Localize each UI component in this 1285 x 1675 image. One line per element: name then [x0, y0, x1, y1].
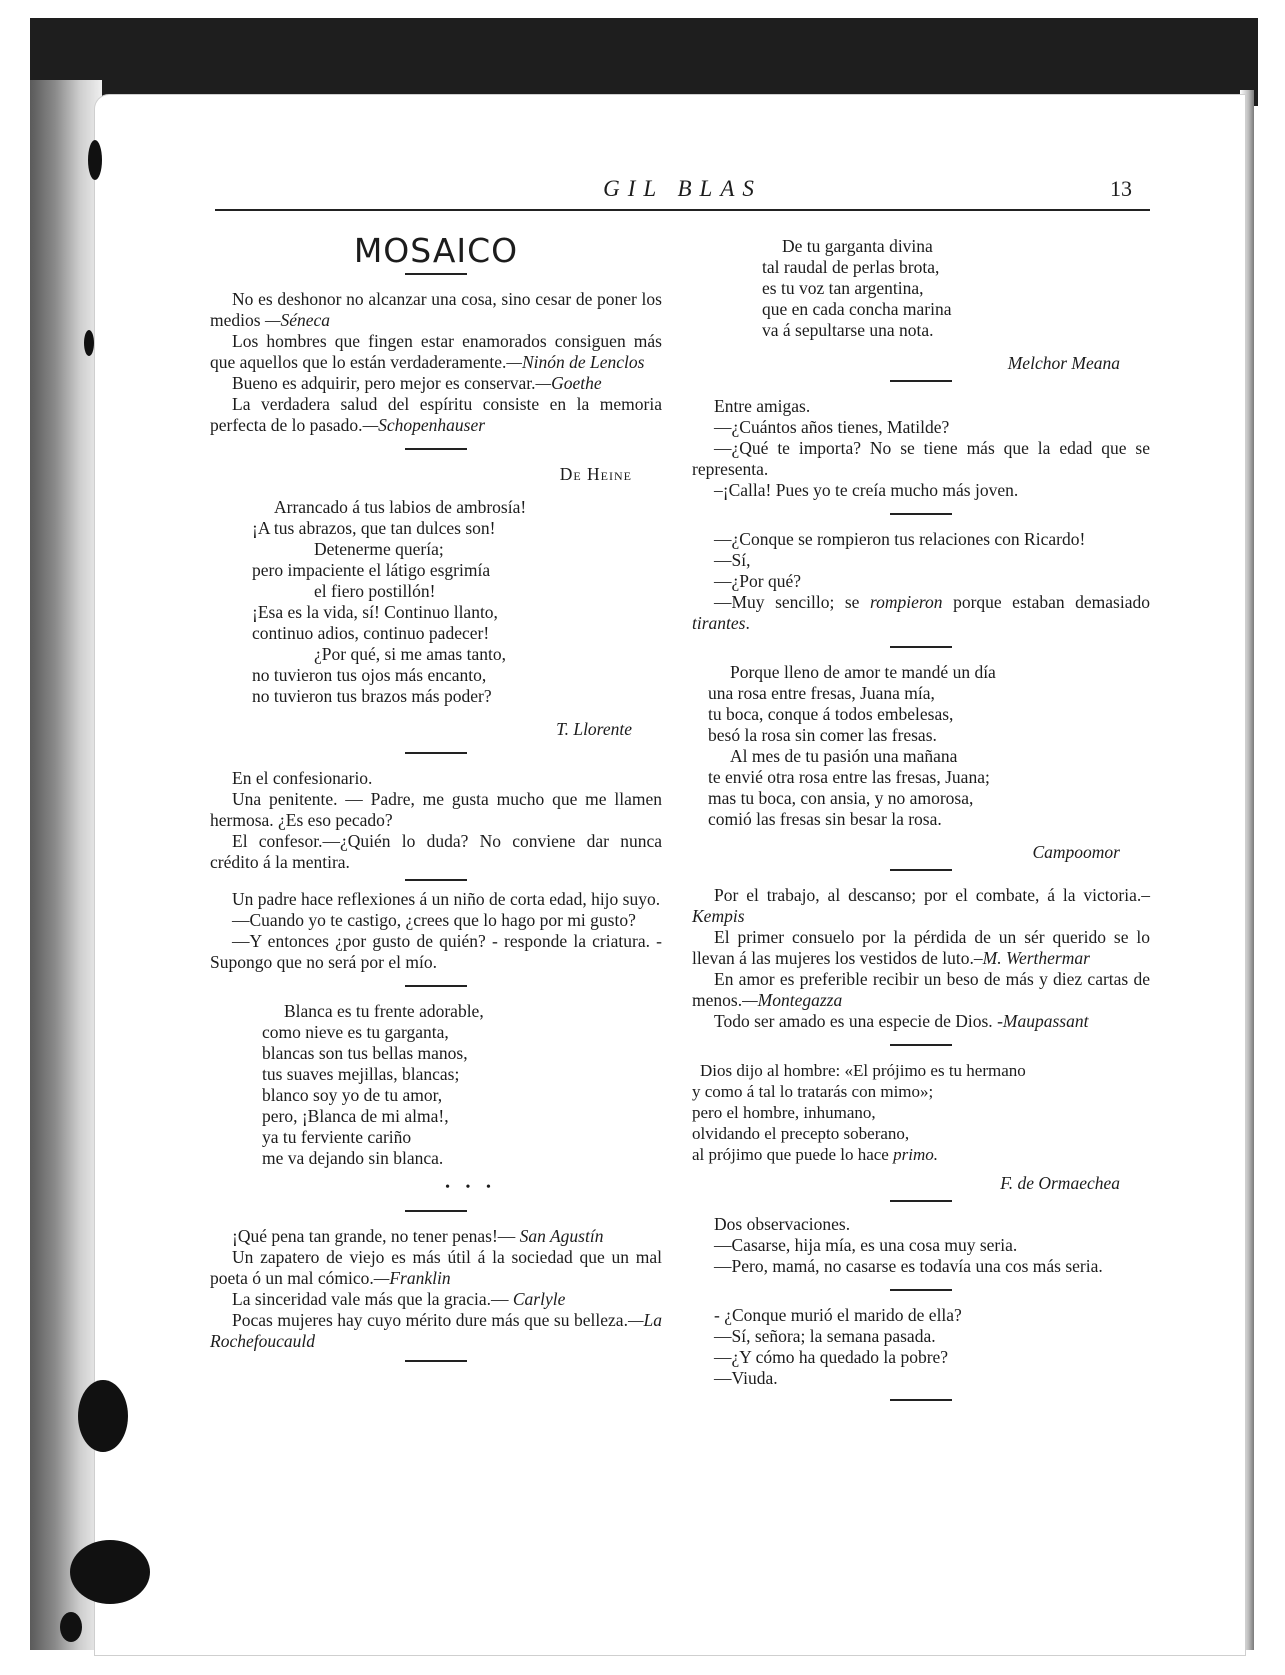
anecdote-line: —Sí,	[714, 550, 751, 570]
quote: El primer consuelo por la pérdida de un sér querido se lo llevan á las mujeres los vestidos de luto.–M. Werthermar	[692, 927, 1150, 968]
divider	[405, 879, 467, 881]
anecdote-line: —Muy sencillo; se rompieron porque estaban demasiado tirantes.	[692, 592, 1150, 633]
verse-line: Arrancado á tus labios de ambrosía!	[274, 497, 527, 517]
verse-line: ya tu ferviente cariño	[262, 1127, 412, 1147]
quote: ¡Qué pena tan grande, no tener penas!— San Agustín	[232, 1226, 604, 1246]
ink-blot	[70, 1540, 150, 1604]
verse-line: al prójimo que puede lo hace primo.	[692, 1145, 938, 1164]
verse-line: besó la rosa sin comer las fresas.	[708, 725, 937, 745]
quote-author: –Kempis	[692, 885, 1150, 926]
quote-author: –M. Werthermar	[973, 948, 1090, 968]
poem-blanca	[210, 1001, 662, 1169]
verse-line: blancas son tus bellas manos,	[262, 1043, 468, 1063]
quote-author: —Montegazza	[742, 990, 843, 1010]
verse-line: continuo adios, continuo padecer!	[252, 623, 490, 643]
verse-line: tus suaves mejillas, blancas;	[262, 1064, 460, 1084]
quote-author: Carlyle	[512, 1289, 566, 1309]
divider	[405, 1360, 467, 1362]
verse-line: te envié otra rosa entre las fresas, Juana;	[708, 767, 990, 787]
verse-line: una rosa entre fresas, Juana mía,	[708, 683, 935, 703]
anecdote-line: —Pero, mamá, no casarse es todavía una cos más seria.	[714, 1256, 1103, 1276]
poem-signature: F. de Ormaechea	[1000, 1173, 1120, 1193]
right-column	[692, 236, 1150, 1415]
divider	[405, 1210, 467, 1212]
quote-author: —Ninón de Lenclos	[506, 352, 645, 372]
verse-line: no tuvieron tus brazos más poder?	[252, 686, 492, 706]
anecdote-line: Entre amigas.	[714, 396, 811, 416]
poem-signature: Campoomor	[1032, 842, 1120, 862]
verse-line: como nieve es tu garganta,	[262, 1022, 449, 1042]
quote-author: —Schopenhauser	[362, 415, 486, 435]
anecdote-line: —Cuando yo te castigo, ¿crees que lo hago por mi gusto?	[232, 910, 636, 930]
quote-author: —Goethe	[535, 373, 602, 393]
verse-line: el fiero postillón!	[314, 581, 436, 601]
quote: No es deshonor no alcanzar una cosa, sino cesar de poner los medios —Séneca	[210, 289, 662, 330]
verse-line: Detenerme quería;	[314, 539, 444, 559]
anecdote-line: Una penitente. — Padre, me gusta mucho que me llamen hermosa. ¿Es eso pecado?	[210, 789, 662, 830]
divider	[890, 646, 952, 648]
verse-line: tal raudal de perlas brota,	[762, 257, 940, 277]
verse-line: olvidando el precepto soberano,	[692, 1124, 910, 1143]
verse-line: ¡A tus abrazos, que tan dulces son!	[252, 518, 496, 538]
anecdote-line: Dos observaciones.	[714, 1214, 851, 1234]
poem-fresas	[692, 662, 1150, 830]
anecdote-line: —Y entonces ¿por gusto de quién? - responde la criatura. - Supongo que no será por el mío.	[210, 931, 662, 972]
anecdote-line: - ¿Conque murió el marido de ella?	[714, 1305, 962, 1325]
anecdote-line: —¿Por qué?	[714, 571, 801, 591]
anecdote-line: En el confesionario.	[232, 768, 373, 788]
divider	[890, 1200, 952, 1202]
ink-blot	[78, 1380, 128, 1452]
scan-dark-border-top	[30, 18, 1258, 106]
quote-author: —Franklin	[373, 1268, 451, 1288]
verse-line: no tuvieron tus ojos más encanto,	[252, 665, 487, 685]
ink-blot	[84, 330, 94, 356]
divider	[890, 1399, 952, 1401]
verse-line: Porque lleno de amor te mandé un día	[730, 662, 996, 682]
quote: En amor es preferible recibir un beso de más y diez cartas de menos.—Montegazza	[692, 969, 1150, 1010]
divider	[890, 869, 952, 871]
quote-author: —Séneca	[264, 310, 331, 330]
verse-line: Dios dijo al hombre: «El prójimo es tu hermano	[700, 1061, 1026, 1080]
quote-author: —La Rochefoucauld	[210, 1310, 662, 1351]
verse-line: ¡Esa es la vida, sí! Continuo llanto,	[252, 602, 498, 622]
verse-line: Blanca es tu frente adorable,	[284, 1001, 484, 1021]
poem-signature: Melchor Meana	[1007, 353, 1120, 373]
anecdote-line: El confesor.—¿Quién lo duda? No conviene dar nunca crédito á la mentira.	[210, 831, 662, 872]
ink-blot	[60, 1612, 82, 1642]
poem-heine	[210, 497, 662, 707]
ink-blot	[88, 140, 102, 180]
anecdote-line: —Sí, señora; la semana pasada.	[714, 1326, 936, 1346]
section-title: MOSAICO	[353, 231, 519, 270]
quote: Por el trabajo, al descanso; por el combate, á la victoria.–Kempis	[692, 885, 1150, 926]
ornament-stars: • • •	[445, 1180, 497, 1195]
header-rule	[215, 209, 1150, 211]
verse-line: va á sepultarse una nota.	[762, 320, 934, 340]
verse-line: pero, ¡Blanca de mi alma!,	[262, 1106, 449, 1126]
quote: Los hombres que fingen estar enamorados consiguen más que aquellos que lo están verdaderamente.—Ninón de Lenclos	[210, 331, 662, 372]
quote: Todo ser amado es una especie de Dios. -Maupassant	[714, 1011, 1089, 1031]
divider	[890, 513, 952, 515]
quote: Un zapatero de viejo es más útil á la sociedad que un mal poeta ó un mal cómico.—Franklin	[210, 1247, 662, 1288]
verse-line: mas tu boca, con ansia, y no amorosa,	[708, 788, 974, 808]
page-header	[215, 176, 1150, 210]
anecdote-line: —Casarse, hija mía, es una cosa muy seria.	[714, 1235, 1018, 1255]
anecdote-line: —¿Qué te importa? No se tiene más que la edad que se representa.	[692, 438, 1150, 479]
verse-line: es tu voz tan argentina,	[762, 278, 924, 298]
quote: La sinceridad vale más que la gracia.— Carlyle	[232, 1289, 566, 1309]
poem-heading: De Heine	[559, 464, 632, 484]
verse-line: me va dejando sin blanca.	[262, 1148, 444, 1168]
verse-line: pero impaciente el látigo esgrimía	[252, 560, 491, 580]
verse-line: blanco soy yo de tu amor,	[262, 1085, 443, 1105]
verse-line: ¿Por qué, si me amas tanto,	[314, 644, 506, 664]
anecdote-line: —Viuda.	[714, 1368, 778, 1388]
anecdote-line: —¿Y cómo ha quedado la pobre?	[714, 1347, 949, 1367]
divider	[890, 380, 952, 382]
divider	[890, 1289, 952, 1291]
poem-dios	[692, 1060, 1150, 1165]
poem-signature: T. Llorente	[556, 719, 632, 739]
page-number: 13	[1110, 176, 1132, 201]
verse-line: y como á tal lo tratarás con mimo»;	[692, 1082, 934, 1101]
quote-author: -Maupassant	[997, 1011, 1089, 1031]
verse-line: que en cada concha marina	[762, 299, 952, 319]
divider	[890, 1044, 952, 1046]
anecdote-line: Un padre hace reflexiones á un niño de corta edad, hijo suyo.	[232, 889, 661, 909]
anecdote-line: —¿Conque se rompieron tus relaciones con Ricardo!	[714, 529, 1086, 549]
left-column	[210, 231, 662, 1376]
quote-author: San Agustín	[519, 1226, 604, 1246]
quote: Pocas mujeres hay cuyo mérito dure más que su belleza.—La Rochefoucauld	[210, 1310, 662, 1351]
divider	[405, 985, 467, 987]
verse-line: pero el hombre, inhumano,	[692, 1103, 876, 1122]
verse-line: Al mes de tu pasión una mañana	[730, 746, 958, 766]
anecdote-line: —¿Cuántos años tienes, Matilde?	[714, 417, 950, 437]
quote: Bueno es adquirir, pero mejor es conservar.—Goethe	[232, 373, 602, 393]
verse-line: comió las fresas sin besar la rosa.	[708, 809, 942, 829]
divider	[405, 273, 467, 275]
divider	[405, 448, 467, 450]
quote: La verdadera salud del espíritu consiste en la memoria perfecta de lo pasado.—Schopenhauser	[210, 394, 662, 435]
anecdote-line: –¡Calla! Pues yo te creía mucho más joven.	[714, 480, 1019, 500]
divider	[405, 752, 467, 754]
magazine-title: GIL BLAS	[603, 176, 762, 201]
verse-line: De tu garganta divina	[782, 236, 933, 256]
poem-garganta	[692, 236, 1150, 341]
verse-line: tu boca, conque á todos embelesas,	[708, 704, 954, 724]
